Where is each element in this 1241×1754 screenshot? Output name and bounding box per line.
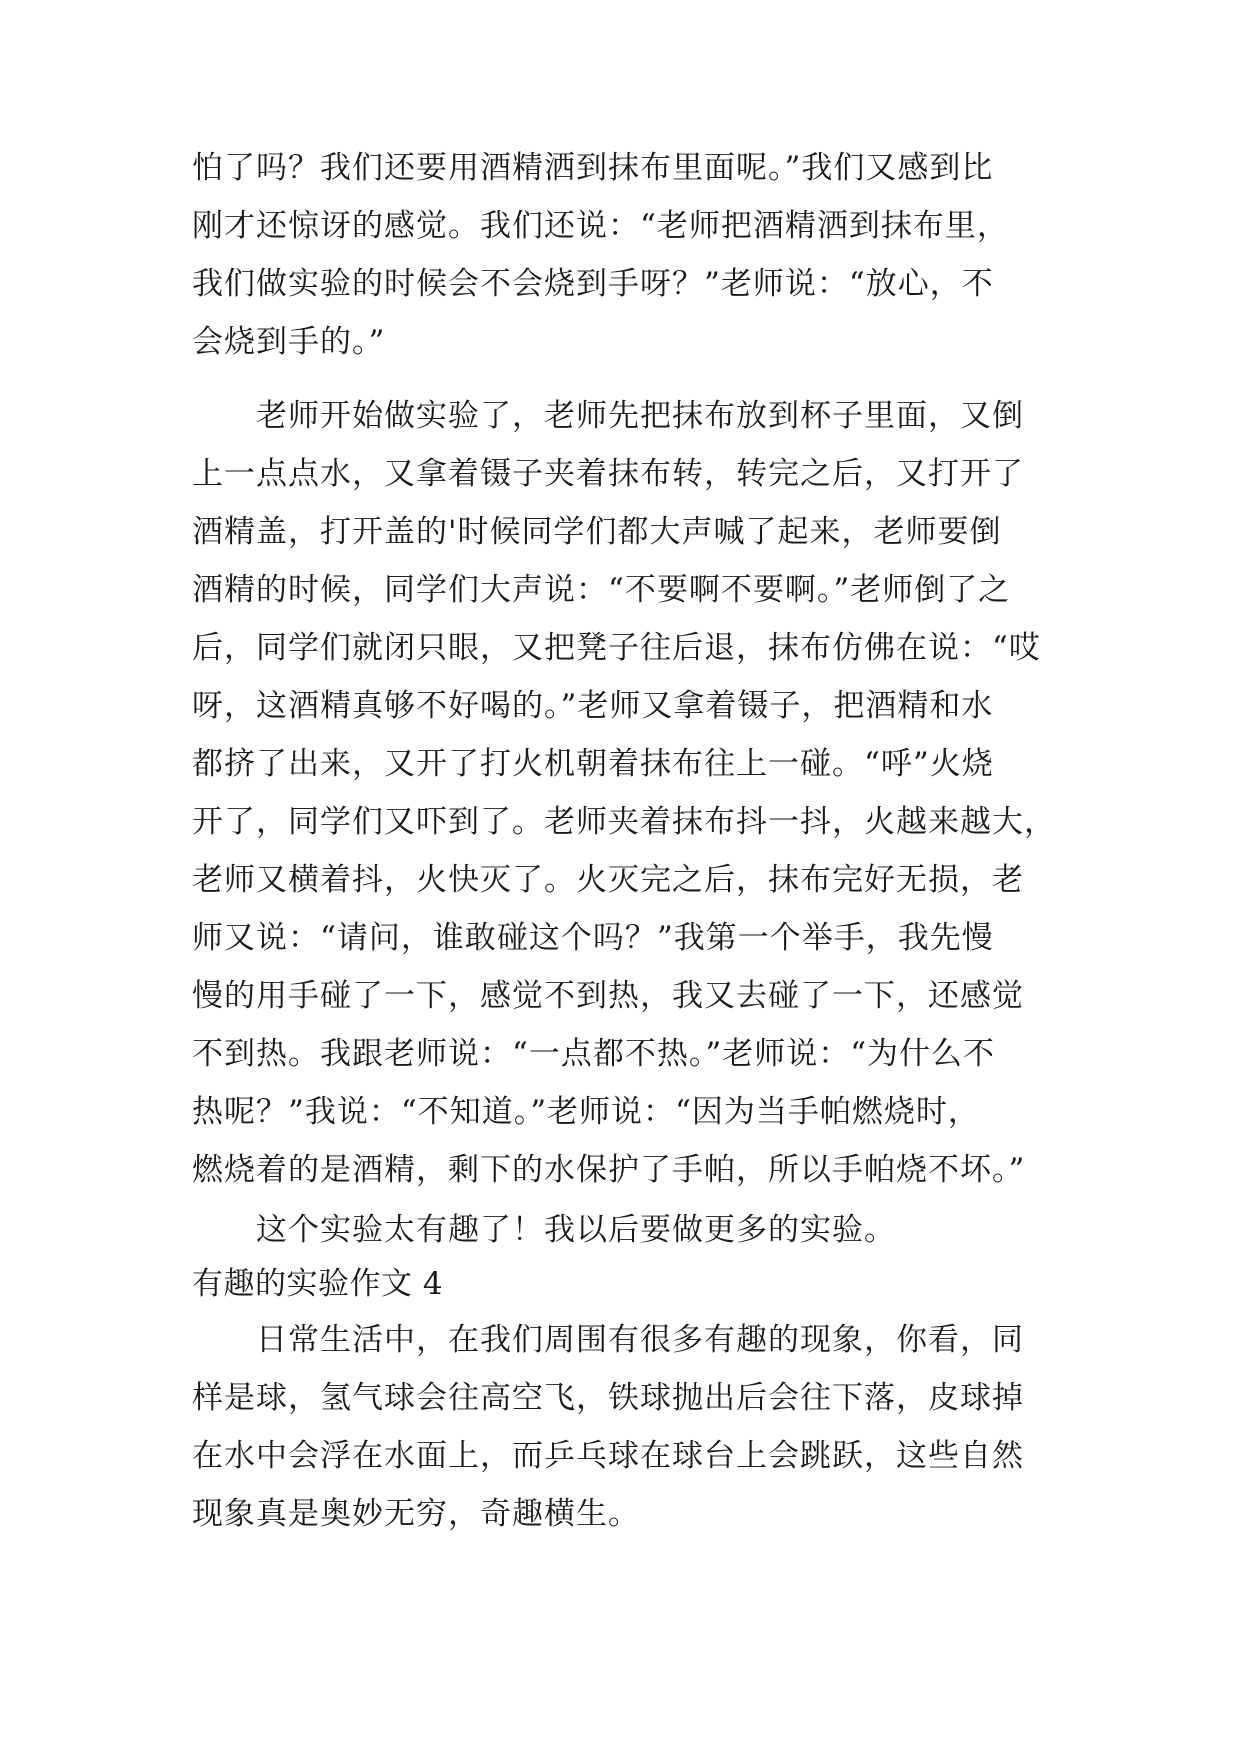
paragraph-first-line: 这个实验太有趣了！我以后要做更多的实验。 bbox=[256, 1212, 896, 1248]
text-line: 开了，同学们又吓到了。老师夹着抹布抖一抖，火越来越大， bbox=[192, 804, 1056, 840]
text-line: 样是球，氢气球会往高空飞，铁球抛出后会往下落，皮球掉 bbox=[192, 1380, 1024, 1416]
text-line: 热呢？”我说：“不知道。”老师说：“因为当手帕燃烧时， bbox=[192, 1094, 980, 1130]
text-line: 不到热。我跟老师说：“一点都不热。”老师说：“为什么不 bbox=[192, 1036, 996, 1072]
text-line: 在水中会浮在水面上，而乒乓球在球台上会跳跃，这些自然 bbox=[192, 1438, 1024, 1474]
text-line: 现象真是奥妙无穷，奇趣横生。 bbox=[192, 1496, 640, 1532]
section-heading: 有趣的实验作文 4 bbox=[192, 1266, 444, 1302]
text-line: 会烧到手的。” bbox=[192, 324, 386, 360]
paragraph-first-line: 日常生活中，在我们周围有很多有趣的现象，你看，同 bbox=[256, 1322, 1024, 1358]
text-line: 慢的用手碰了一下，感觉不到热，我又去碰了一下，还感觉 bbox=[192, 978, 1024, 1014]
text-line: 后，同学们就闭只眼，又把凳子往后退，抹布仿佛在说：“哎 bbox=[192, 630, 1041, 666]
text-line: 刚才还惊讶的感觉。我们还说：“老师把酒精洒到抹布里， bbox=[192, 208, 1009, 244]
text-line: 酒精的时候，同学们大声说：“不要啊不要啊。”老师倒了之 bbox=[192, 572, 1011, 608]
text-line: 燃烧着的是酒精，剩下的水保护了手帕，所以手帕烧不坏。” bbox=[192, 1152, 1026, 1188]
text-line: 酒精盖，打开盖的'时候同学们都大声喊了起来，老师要倒 bbox=[192, 514, 1002, 550]
text-line: 怕了吗？我们还要用酒精洒到抹布里面呢。”我们又感到比 bbox=[192, 150, 994, 186]
text-line: 呀，这酒精真够不好喝的。”老师又拿着镊子，把酒精和水 bbox=[192, 688, 994, 724]
text-line: 上一点点水，又拿着镊子夹着抹布转，转完之后，又打开了 bbox=[192, 456, 1024, 492]
text-line: 我们做实验的时候会不会烧到手呀？”老师说：“放心，不 bbox=[192, 266, 994, 302]
text-line: 都挤了出来，又开了打火机朝着抹布往上一碰。“呼”火烧 bbox=[192, 746, 994, 782]
text-line: 老师又横着抖，火快灭了。火灭完之后，抹布完好无损，老 bbox=[192, 862, 1024, 898]
text-line: 师又说：“请问，谁敢碰这个吗？”我第一个举手，我先慢 bbox=[192, 920, 994, 956]
paragraph-first-line: 老师开始做实验了，老师先把抹布放到杯子里面，又倒 bbox=[256, 398, 1024, 434]
